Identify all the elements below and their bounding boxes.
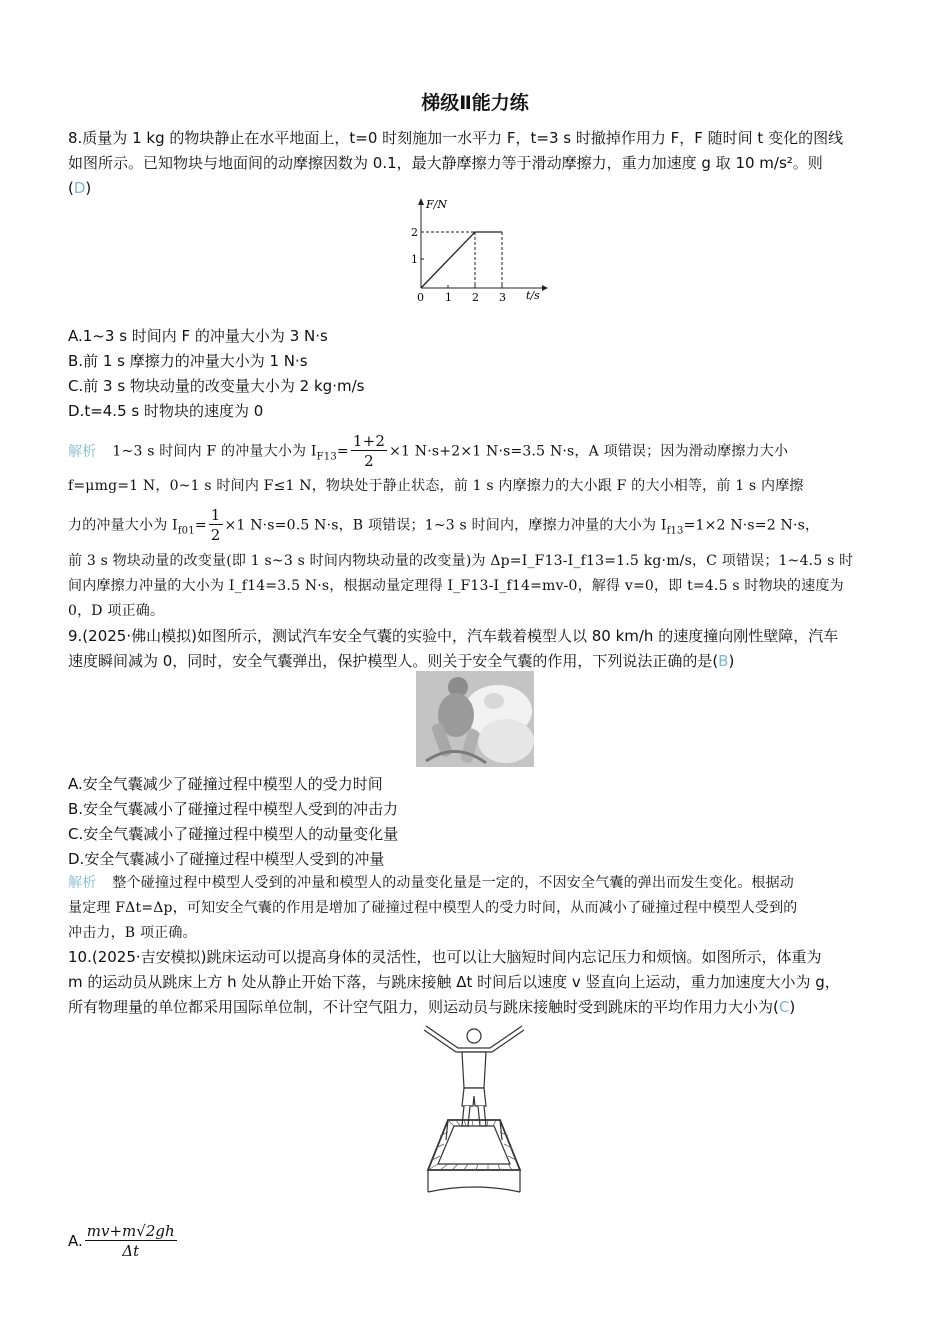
q9-explanation-line1: 解析 整个碰撞过程中模型人受到的冲量和模型人的动量变化量是一定的，不因安全气囊的弹出而发生变化。根据动: [68, 875, 795, 891]
q9-option-a: A.安全气囊减少了碰撞过程中模型人的受力时间: [68, 775, 383, 793]
q8-answer-letter: D: [73, 179, 86, 197]
fraction: $\frac{mv+m√2gh}{\Delta t}$: [86, 1222, 175, 1260]
section-title: 梯级Ⅱ能力练: [421, 92, 529, 114]
q8-explanation-line6: 0，D 项正确。: [68, 603, 165, 619]
q8-explanation-line5: 间内摩擦力冲量的大小为 I_f14=3.5 N·s，根据动量定理得 I_F13-I_f14=mv-0，解得 v=0，即 t=4.5 s 时物块的速度为: [68, 578, 844, 594]
x-tick-label-0: 0: [417, 291, 424, 304]
trampoline-athlete-illustration: [418, 1022, 530, 1204]
q8-stem-line2: 如图所示。已知物块与地面间的动摩擦因数为 0.1，最大静摩擦力等于滑动摩擦力，重力加速度 g 取 10 m/s²。则: [68, 154, 823, 172]
q10-stem-line1: 10.(2025·吉安模拟)跳床运动可以提高身体的灵活性，也可以让大脑短时间内忘记压力和烦恼。如图所示，体重为: [68, 948, 822, 966]
q9-explanation-line2: 量定理 FΔt=Δp，可知安全气囊的作用是增加了碰撞过程中模型人的受力时间，从而减小了碰撞过程中模型人受到的: [68, 900, 798, 916]
q8-explanation-line3: 力的冲量大小为 $I_{f01}=$ $\frac{1}{2}$ ×1 N·s=0.5 N·s，B 项错误；1~3 s 时间内，摩擦力冲量的大小为 $I_{f13}=1\times 2$ N·s=2 N·s，: [68, 506, 820, 544]
q8-answer: (D): [68, 179, 92, 197]
y-tick-label-1: 1: [411, 253, 418, 266]
q9-explanation-label: 解析: [68, 875, 97, 891]
q9-stem-line1: 9.(2025·佛山模拟)如图所示，测试汽车安全气囊的实验中，汽车载着模型人以 80 km/h 的速度撞向刚性壁障，汽车: [68, 627, 839, 645]
q8-option-d: D.t=4.5 s 时物块的速度为 0: [68, 402, 264, 420]
y-tick-label-2: 2: [411, 226, 418, 239]
force-line: [421, 232, 502, 288]
x-tick-label-1: 1: [445, 291, 452, 304]
q8-explanation-line1: 解析 1~3 s 时间内 F 的冲量大小为 $I_{F13}=$ $\frac{1+2}{2}$ ×1 N·s+2×1 N·s=3.5 N·s，A 项错误；因为滑动摩擦力大小: [68, 432, 789, 470]
q8-explanation-label: 解析: [68, 443, 97, 460]
q8-option-c: C.前 3 s 物块动量的改变量大小为 2 kg·m/s: [68, 377, 365, 395]
q9-answer-letter: B: [718, 652, 729, 670]
q9-option-b: B.安全气囊减小了碰撞过程中模型人受到的冲击力: [68, 800, 399, 818]
q9-option-d: D.安全气囊减小了碰撞过程中模型人受到的冲量: [68, 850, 385, 868]
x-axis-arrow: [542, 285, 548, 291]
q8-explanation-line4: 前 3 s 物块动量的改变量(即 1 s~3 s 时间内物块动量的改变量)为 Δp=I_F13-I_f13=1.5 kg·m/s，C 项错误；1~4.5 s 时: [68, 553, 854, 569]
fraction: $\frac{1+2}{2}$: [352, 432, 386, 470]
q8-option-a: A.1~3 s 时间内 F 的冲量大小为 3 N·s: [68, 327, 328, 345]
q10-stem-line2: m 的运动员从跳床上方 h 处从静止开始下落，与跳床接触 Δt 时间后以速度 v 竖直向上运动，重力加速度大小为 g，: [68, 973, 840, 991]
q8-stem-line1: 8.质量为 1 kg 的物块静止在水平地面上，t=0 时刻施加一水平力 F，t=3 s 时撤掉作用力 F，F 随时间 t 变化的图线: [68, 129, 844, 147]
airbag-crash-photo: [416, 671, 534, 767]
q9-stem-line2: 速度瞬间减为 0，同时，安全气囊弹出，保护模型人。则关于安全气囊的作用，下列说法正确的是(B): [68, 652, 735, 670]
q10-answer-letter: C: [778, 998, 790, 1016]
q10-option-a: A. $\frac{mv+m√2gh}{\Delta t}$: [68, 1222, 175, 1260]
q8-option-b: B.前 1 s 摩擦力的冲量大小为 1 N·s: [68, 352, 308, 370]
q10-stem-line3: 所有物理量的单位都采用国际单位制，不计空气阻力，则运动员与跳床接触时受到跳床的平均作用力大小为(C): [68, 998, 796, 1016]
y-axis-arrow: [418, 198, 424, 205]
fraction: $\frac{1}{2}$: [210, 506, 221, 544]
x-tick-label-3: 3: [499, 291, 506, 304]
q9-explanation-line3: 冲击力，B 项正确。: [68, 925, 197, 941]
q9-option-c: C.安全气囊减小了碰撞过程中模型人的动量变化量: [68, 825, 399, 843]
x-tick-label-2: 2: [472, 291, 479, 304]
q8-explanation-line2: f=μmg=1 N，0~1 s 时间内 F≤1 N，物块处于静止状态，前 1 s 内摩擦力的大小跟 F 的大小相等，前 1 s 内摩擦: [68, 478, 804, 494]
y-axis-label: F/N: [426, 198, 447, 211]
x-axis-label: t/s: [526, 289, 540, 302]
q8-force-time-graph: [402, 195, 552, 305]
